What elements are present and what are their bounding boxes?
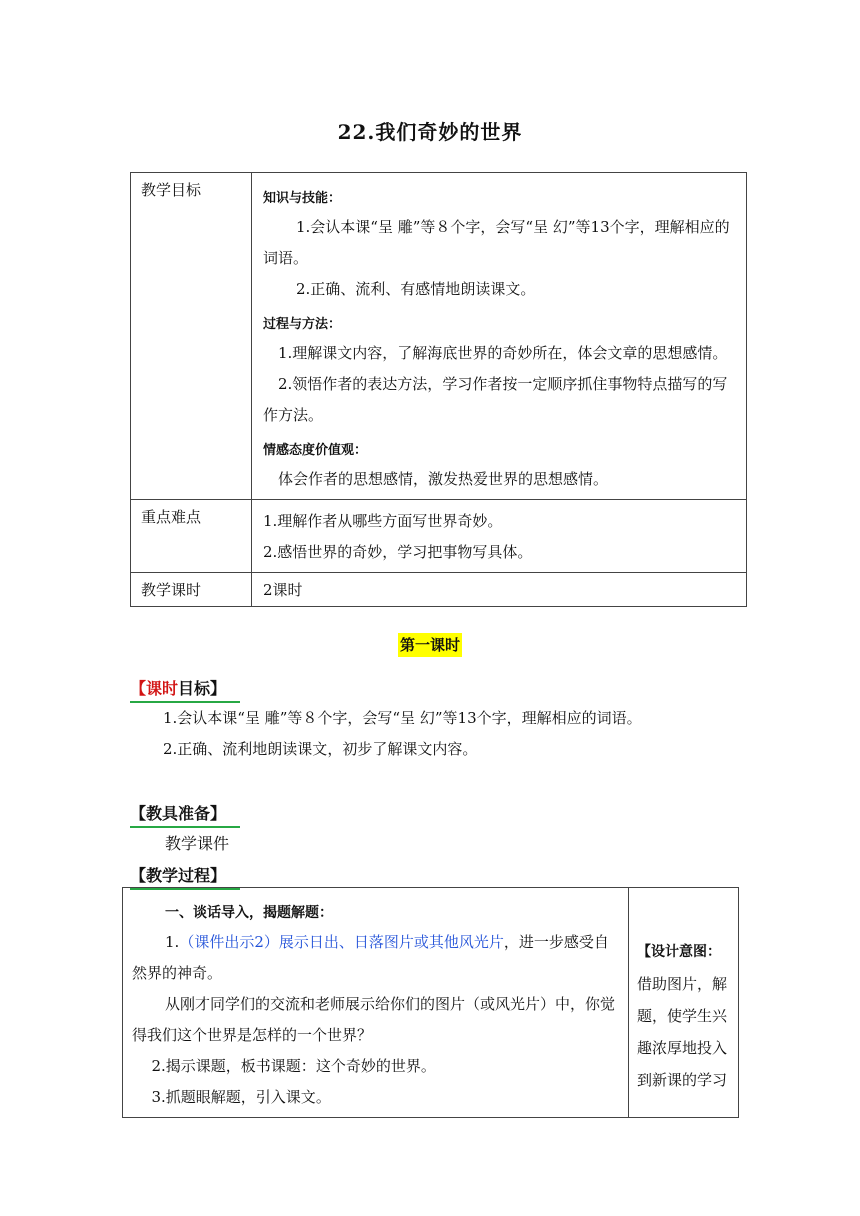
process-heading-text: 【教学过程】 (130, 866, 227, 885)
goal-item: 1.会认本课“呈 雕”等８个字，会写“呈 幻”等13个字，理解相应的词语。 (163, 709, 642, 727)
step-title: 一、谈话导入，揭题解题： (165, 905, 333, 921)
page-title: 22.我们奇妙的世界 (337, 120, 523, 144)
process-line: 3.抓题眼解题，引入课文。 (151, 1088, 331, 1106)
hours-value: 2课时 (263, 581, 303, 599)
table-row (131, 500, 747, 573)
table-row (131, 173, 747, 500)
process-item: 1.理解课文内容，了解海底世界的奇妙所在，体会文章的思想感情。 (278, 344, 728, 362)
emotion-item: 体会作者的思想感情，激发热爱世界的思想感情。 (278, 470, 609, 488)
knowledge-item: 1.会认本课“呈 雕”等８个字，会写“呈 幻”等13个字，理解相应的词语。 (263, 218, 730, 267)
design-heading: 【设计意图： (637, 944, 721, 960)
key-point: 2.感悟世界的奇妙，学习把事物写具体。 (263, 543, 533, 561)
table-row (131, 573, 747, 607)
design-intent-cell (629, 888, 739, 1118)
objectives-content (252, 173, 747, 500)
tools-content: 教学课件 (165, 834, 230, 853)
heading-rest: 目标】 (178, 679, 227, 698)
knowledge-item: 2.正确、流利、有感情地朗读课文。 (296, 280, 536, 298)
goal-item: 2.正确、流利地朗读课文，初步了解课文内容。 (163, 740, 478, 758)
lesson-goal-heading (130, 676, 226, 699)
process-heading (130, 863, 226, 886)
period-label: 第一课时 (398, 633, 462, 657)
row-label: 教学目标 (131, 173, 252, 500)
key-points-content (252, 500, 747, 573)
lesson-goal-body (130, 703, 742, 765)
row-label: 教学课时 (131, 573, 252, 607)
process-item: 2.领悟作者的表达方法，学习作者按一定顺序抓住事物特点描写的写作方法。 (263, 375, 728, 424)
period-heading (0, 634, 860, 655)
process-heading: 过程与方法： (263, 317, 342, 332)
emotion-heading: 情感态度价值观： (263, 443, 368, 458)
heading-red-part: 课时 (146, 679, 179, 698)
process-line: 2.揭示课题，板书课题：这个奇妙的世界。 (151, 1057, 436, 1075)
process-main-cell (123, 888, 629, 1118)
process-line: 1.（课件出示2）展示日出、日落图片或其他风光片，进一步感受自然界的神奇。 (132, 933, 609, 982)
row-label: 重点难点 (131, 500, 252, 573)
key-point: 1.理解作者从哪些方面写世界奇妙。 (263, 512, 503, 530)
tools-heading-text: 【教具准备】 (130, 804, 227, 823)
design-text: 借助图片，解题，使学生兴趣浓厚地投入到新课的学习 (637, 975, 728, 1089)
knowledge-heading: 知识与技能： (263, 191, 342, 206)
objectives-table (130, 172, 747, 607)
heading-underline (130, 826, 240, 828)
hours-content (252, 573, 747, 607)
bracket: 【 (130, 679, 147, 698)
table-row (123, 888, 739, 1118)
tools-heading (130, 801, 226, 824)
process-line: 从刚才同学们的交流和老师展示给你们的图片（或风光片）中，你觉得我们这个世界是怎样的一个世界？ (132, 995, 616, 1044)
process-table (122, 887, 739, 1118)
